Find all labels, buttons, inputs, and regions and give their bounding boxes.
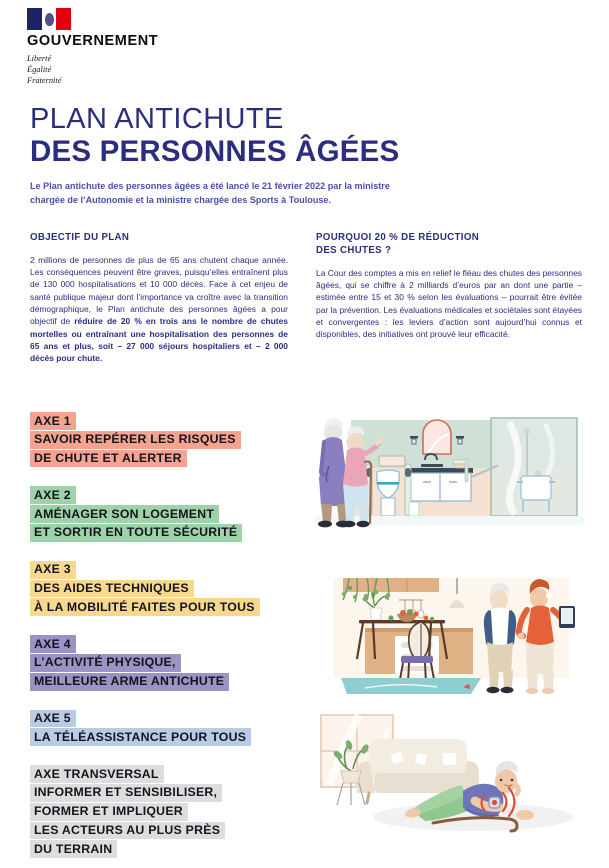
axe-4: [30, 635, 280, 690]
axe-1-line-3: DE CHUTE ET ALERTER: [30, 450, 187, 468]
motto-egalite: Égalité: [27, 65, 52, 75]
axe-4-line-3: MEILLEURE ARME ANTICHUTE: [30, 673, 229, 691]
axe-transversal: [30, 765, 280, 858]
rationale-body: La Cour des comptes a mis en relief le fléau des chutes des personnes âgées, qui se chiffre à 2 milliards d’euros par an dont une partie – estimée entre 15 et 30 % selon les évaluations – pourrait être évitée par la prévention. Les évaluations médicales et sociétales sont étayées et convergentes : les leviers d’action sont aujourd’hui connus et disponibles, des initiatives ont prouvé leur efficacité.: [316, 267, 582, 340]
axe-5-line-2: LA TÉLÉASSISTANCE POUR TOUS: [30, 728, 251, 746]
kitchen-caregiver-illustration: [313, 578, 585, 696]
objective-body: [30, 254, 288, 365]
rationale-heading: [316, 232, 582, 258]
government-branding: [27, 8, 227, 86]
axe-transversal-line-4: LES ACTEURS AU PLUS PRÈS: [30, 822, 225, 840]
motto-liberte: Liberté: [27, 53, 52, 63]
axe-3: [30, 561, 280, 616]
republic-motto: [27, 53, 227, 86]
adapted-bathroom-illustration: [313, 412, 585, 534]
rationale-column: [316, 232, 582, 341]
government-label: GOUVERNEMENT: [27, 33, 159, 49]
axe-5-line-1: AXE 5: [30, 710, 76, 728]
title-line-1: PLAN ANTICHUTE: [30, 103, 284, 135]
axe-transversal-line-2: INFORMER ET SENSIBILISER,: [30, 784, 222, 802]
objective-body-regular: 2 millions de personnes de plus de 65 ans chutent chaque année. Les conséquences peuvent être graves, puisqu’elles entraînent plus de 130 000 hospitalisations et 10 000 décès. Face à cet enjeu de santé publique majeur dont l’importance va croître avec la transition démographique, le Plan antichute des personnes âgées a pour objectif de: [30, 254, 288, 327]
page-title: [30, 104, 399, 169]
axe-3-line-1: AXE 3: [30, 561, 76, 579]
axe-4-line-1: AXE 4: [30, 635, 76, 653]
fall-alert-illustration: [313, 705, 585, 835]
flag-band-blue: [27, 8, 42, 30]
axes-list: [30, 412, 280, 858]
axe-transversal-line-1: AXE TRANSVERSAL: [30, 765, 164, 783]
axe-transversal-line-5: DU TERRAIN: [30, 840, 117, 858]
objective-column: [30, 232, 288, 365]
flag-band-red: [56, 8, 71, 30]
axe-1-line-2: SAVOIR REPÉRER LES RISQUES: [30, 431, 241, 449]
axe-2: [30, 486, 280, 541]
axe-1-line-1: AXE 1: [30, 412, 76, 430]
intro-paragraph: Le Plan antichute des personnes âgées a été lancé le 21 février 2022 par la ministre chargée de l’Autonomie et la ministre chargée des Sports à Toulouse.: [30, 181, 390, 205]
axe-4-line-2: L’ACTIVITÉ PHYSIQUE,: [30, 654, 181, 672]
objective-body-bold: réduire de 20 % en trois ans le nombre de chutes mortelles ou entraînant une hospitalisation des personnes de 65 ans et plus, soit – 27 000 séjours hospitaliers et – 2 000 décès pour chute.: [30, 316, 288, 364]
axe-2-line-1: AXE 2: [30, 486, 76, 504]
axe-2-line-3: ET SORTIR EN TOUTE SÉCURITÉ: [30, 524, 242, 542]
title-line-2: DES PERSONNES ÂGÉES: [30, 135, 400, 169]
rationale-heading-line-1: POURQUOI 20 % DE RÉDUCTION: [316, 232, 480, 243]
axe-3-line-2: DES AIDES TECHNIQUES: [30, 580, 194, 598]
axe-2-line-2: AMÉNAGER SON LOGEMENT: [30, 505, 219, 523]
flag-band-white-marianne: [42, 8, 57, 30]
axe-1: [30, 412, 280, 467]
objective-heading: OBJECTIF DU PLAN: [30, 232, 130, 243]
motto-fraternite: Fraternité: [27, 76, 62, 86]
axe-5: [30, 710, 280, 747]
rationale-heading-line-2: DES CHUTES ?: [316, 244, 392, 256]
french-flag-icon: [27, 8, 71, 30]
axe-transversal-line-3: FORMER ET IMPLIQUER: [30, 803, 188, 821]
axe-3-line-3: À LA MOBILITÉ FAITES POUR TOUS: [30, 598, 260, 616]
